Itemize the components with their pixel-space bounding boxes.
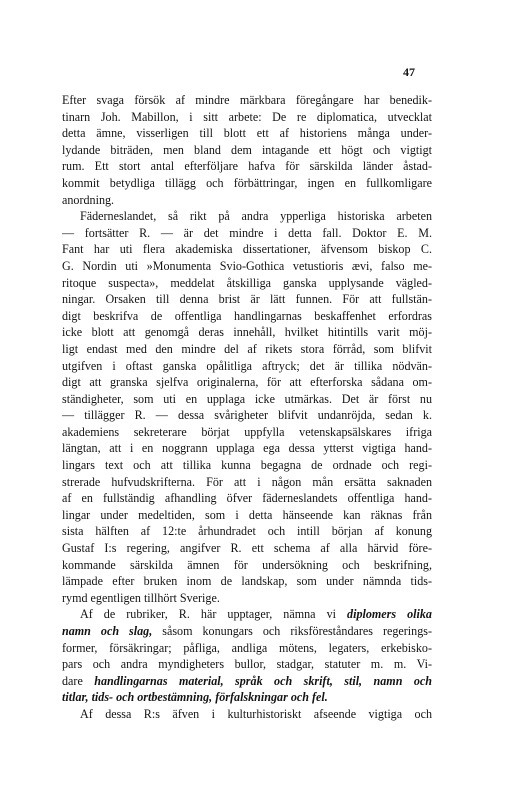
page-number: 47 [403, 65, 415, 79]
text-line: ligt endast med den mindre del af rikets stora förråd, som blifvit [62, 341, 432, 356]
emphasized-text: namn och slag, [62, 624, 153, 638]
text-line: Gustaf I:s regering, angifver R. ett schema af alla härvid före- [62, 541, 432, 556]
text-line: Fäderneslandet, så rikt på andra ypperliga historiska arbeten [80, 209, 432, 224]
text-line: rum. Ett stort antal efterföljare hafva för särskilda länder åstad- [62, 159, 432, 174]
text-span: Af de rubriker, R. här upptager, nämna vi [80, 607, 348, 622]
text-line: Af dessa R:s äfven i kulturhistoriskt afseende vigtiga och [80, 706, 432, 721]
text-line: — fortsätter R. — är det mindre i detta fall. Doktor E. M. [62, 225, 432, 240]
text-line: strerade hufvudskrifterna. För att i någon mån ersätta saknaden [62, 474, 432, 489]
text-line [62, 606, 432, 623]
emphasized-text: titlar, tids- och ortbestämning, förfalskningar och fel. [62, 690, 328, 705]
text-line: icke blott att genomgå deras innehåll, hvilket hitintills varit möj- [62, 325, 432, 340]
text-span: dare [62, 673, 95, 688]
text-line: lingars text och att tillika kunna begagna de ordnade och regi- [62, 458, 432, 473]
body-text [62, 92, 432, 723]
text-line: ritoque suspecta», meddelat åtskilliga ganska upplysande vägled- [62, 275, 432, 290]
text-line: rymd egentligen tillhört Sverige. [62, 590, 220, 605]
text-line: pars och andra myndigheters bullor, stadgar, statuter m. m. Vi- [62, 657, 432, 672]
text-line: ningar. Orsaken till denna brist är lätt funnen. För att fullstän- [62, 292, 432, 307]
text-line: lämpade efter bruken inom de landskap, som under nämnda tids- [62, 574, 432, 589]
text-line: anordning. [62, 192, 115, 207]
text-line: af en fullständig afhandling öfver fäderneslandets offentliga hand- [62, 491, 432, 506]
text-line: former, försäkringar; påfliga, andliga mötens, legaters, erkebisko- [62, 640, 432, 655]
text-line: Fant har uti flera akademiska dissertationer, äfvensom biskop C. [62, 242, 432, 257]
text-line: sista hälften af 12:te århundradet och intill början af konung [62, 524, 432, 539]
text-span: såsom konungars och riksföreståndares regerings- [152, 624, 432, 638]
text-line: lydande biträden, men bland dem intagande ett högt och vigtigt [62, 142, 432, 157]
text-line: Efter svaga försök af mindre märkbara föregångare har benedik- [62, 93, 432, 107]
text-line: digt att granska sjelfva originalerna, för att efterforska sådana om- [62, 375, 432, 390]
text-line [62, 673, 432, 690]
text-line: kommit betydliga tillägg och förbättringar, ingen en fullkomligare [62, 175, 432, 190]
text-line: G. Nordin uti »Monumenta Svio-Gothica vetustioris ævi, falso me- [62, 258, 432, 273]
text-line: utgifven i oftast ganska opålitliga aftryck; det är tillika nödvän- [62, 358, 432, 373]
text-line: — tillägger R. — dessa svårigheter blifvit undanröjda, sedan k. [62, 408, 432, 423]
text-line [62, 689, 432, 706]
emphasized-text: handlingarnas material, språk och skrift, stil, namn och [94, 673, 432, 688]
text-line: lingar under medeltiden, som i detta hänseende kan räknas från [62, 507, 432, 522]
text-line: detta ämne, visserligen till blott ett af historiens många under- [62, 126, 432, 141]
text-line: längtan, att i en noggrann upplaga ega dessa ytterst vigtiga hand- [62, 441, 432, 456]
text-line [62, 623, 432, 640]
text-line: kommande särskilda ämnen för undersökning och beskrifning, [62, 557, 432, 572]
text-line: tinarn Joh. Mabillon, i sitt arbete: De re diplomatica, utvecklat [62, 109, 432, 124]
text-line: digt beskrifva de offentliga handlingarnas beskaffenhet erfordras [62, 308, 432, 323]
text-line: ständigheter, som uti en upplaga icke utmärkas. Det är först nu [62, 391, 432, 406]
text-line: akademiens sekreterare börjat uppfylla vetenskapsälskares ifriga [62, 424, 432, 439]
emphasized-text: diplomers olika [347, 607, 432, 622]
